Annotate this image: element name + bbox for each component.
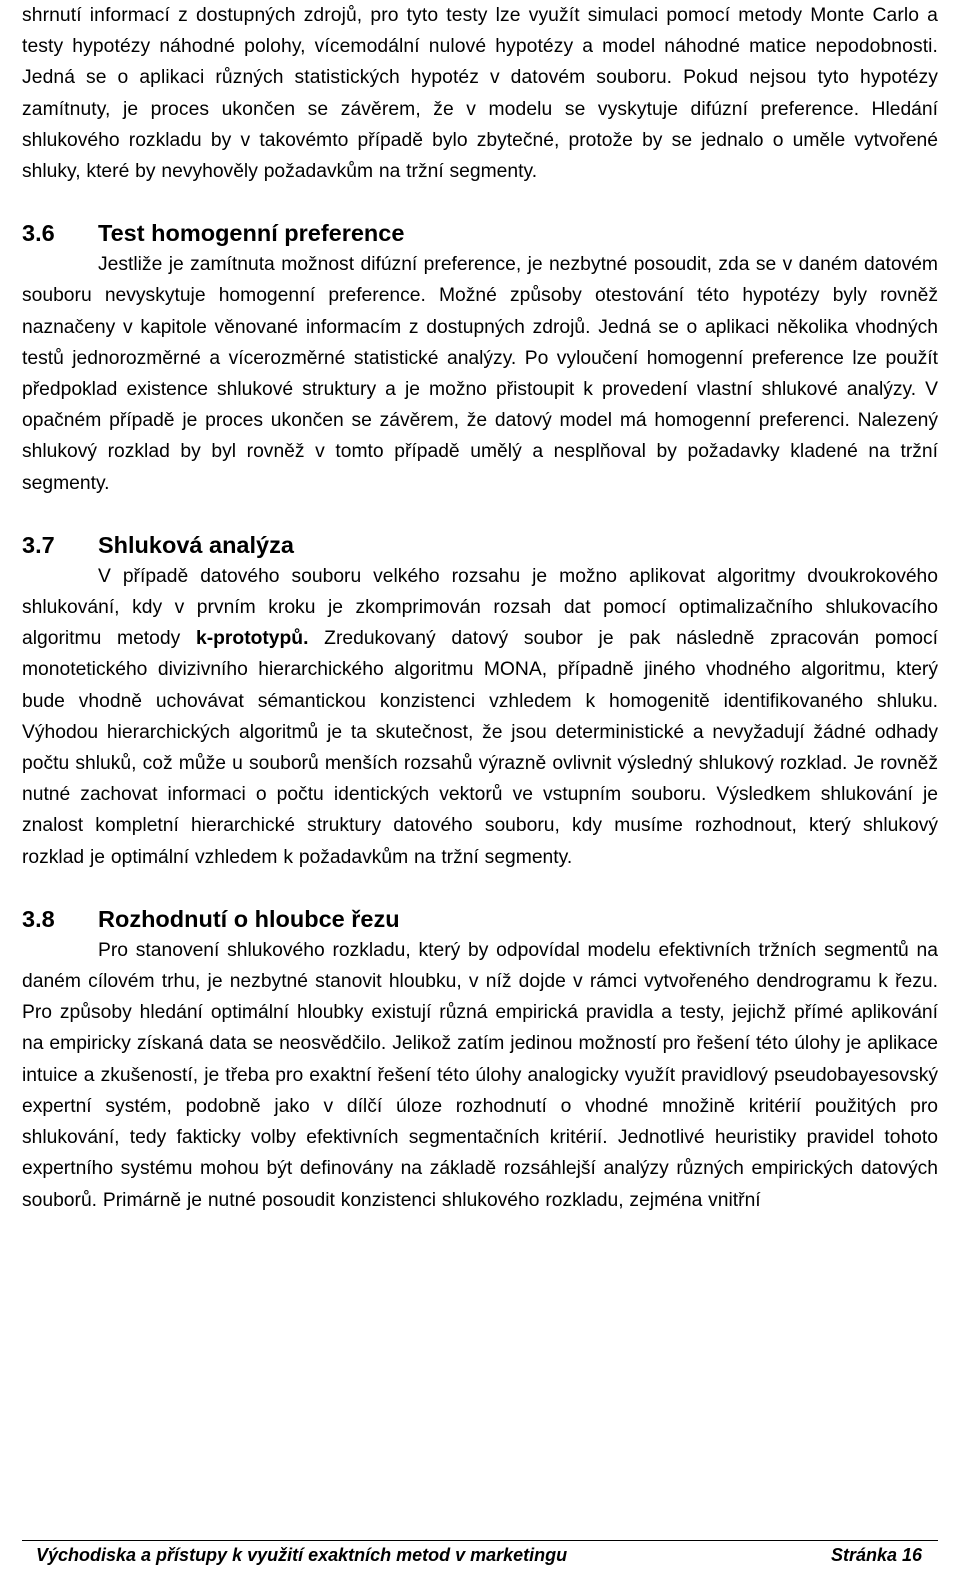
- section-number: 3.8: [22, 905, 55, 932]
- paragraph-text: V případě datového souboru velkého rozsahu je možno aplikovat algoritmy dvoukrokového shlukování, kdy v prvním kroku je zkomprimován rozsah dat pomocí optimalizačního shlukovacího algoritmu metody: [22, 565, 938, 650]
- paragraph-text: Zredukovaný datový soubor je pak následně zpracován pomocí monotetického divizivního hierarchického algoritmu MONA, případně jiného vhodného algoritmu, který bude vhodně uchovávat sémantickou konzistenci vzhledem k homogenitě identifikovaného shluku. Výhodou hierarchických algoritmů je ta skutečnost, že jsou deterministické a nevyžadují žádné odhady počtu shluků, což může u souborů menších rozsahů výrazně ovlivnit výsledný shlukový rozklad. Je rovněž nutné zachovat informaci o počtu identických vektorů ve vstupním souboru. Výsledkem shlukování je znalost kompletní hierarchické struktury datového souboru, kdy musíme rozhodnout, který shlukový rozklad je optimální vzhledem k požadavkům na tržní segmenty.: [22, 628, 938, 868]
- intro-text-b: Hledání shlukového rozkladu by v takovémto případě bylo zbytečné, protože by se jednalo o uměle vytvořené shluky, které by nevyhověly požadavkům na tržní segmenty.: [22, 98, 938, 183]
- document-page: [22, 0, 938, 1216]
- section-heading-3-6: [22, 217, 938, 249]
- intro-text-a: shrnutí informací z dostupných zdrojů, pro tyto testy lze využít simulaci pomocí metody Monte Carlo a testy hypotézy náhodné polohy, vícemodální nulové hypotézy a model náhodné matice nepodobnosti. Jedná se o aplikaci různých statistických hypotéz v datovém souboru. Pokud nejsou tyto hypotézy zamítnuty, je proces ukončen se závěrem, že v modelu se vyskytuje difúzní preference.: [22, 5, 938, 120]
- section-heading-3-7: [22, 529, 938, 561]
- section-paragraph-3-7: [22, 561, 938, 873]
- intro-paragraph: [22, 0, 938, 187]
- section-paragraph-3-6: Jestliže je zamítnuta možnost difúzní preference, je nezbytné posoudit, zda se v daném datovém souboru nevyskytuje homogenní preference. Možné způsoby otestování této hypotézy byly rovněž naznačeny v kapitole věnované informacím z dostupných zdrojů. Jedná se o aplikaci několika vhodných testů jednorozměrné a vícerozměrné statistické analýzy. Po vyloučení homogenní preference lze použít předpoklad existence shlukové struktury a je možno přistoupit k provedení vlastní shlukové analýzy. V opačném případě je proces ukončen se závěrem, že datový model má homogenní preferenci. Nalezený shlukový rozklad by byl rovněž v tomto případě umělý a nesplňoval by požadavky kladené na tržní segmenty.: [22, 254, 938, 494]
- section-heading-3-8: [22, 903, 938, 935]
- section-title: Shluková analýza: [98, 531, 294, 558]
- page-number: Stránka 16: [830, 1545, 922, 1565]
- section-title: Rozhodnutí o hloubce řezu: [98, 905, 400, 932]
- section-number: 3.7: [22, 531, 55, 558]
- footer-title: Východiska a přístupy k využití exaktních metod v marketingu: [36, 1545, 568, 1565]
- section-paragraph-3-8: Pro stanovení shlukového rozkladu, který by odpovídal modelu efektivních tržních segmentů na daném cílovém trhu, je nezbytné stanovit hloubku, v níž dojde v rámci vytvořeného dendrogramu k řezu. Pro způsoby hledání optimální hloubky existují různá empirická pravidla a testy, jejichž přímé aplikování na empiricky získaná data se neosvědčilo. Jelikož zatím jedinou možností pro řešení této úlohy je aplikace intuice a zkušeností, je třeba pro exaktní řešení této úlohy analogicky využít pravidlový pseudobayesovský expertní systém, podobně jako v dílčí úloze rozhodnutí o vhodné množině kritérií použitých pro shlukování, tedy fakticky volby efektivních segmentačních kritérií. Jednotlivé heuristiky pravidel tohoto expertního systému mohou být definovány na základě rozsáhlejší analýzy různých empirických datových souborů. Primárně je nutné posoudit konzistenci shlukového rozkladu, zejména vnitřní: [22, 939, 938, 1211]
- section-title: Test homogenní preference: [98, 220, 405, 247]
- section-number: 3.6: [22, 220, 55, 247]
- page-footer: [22, 1540, 938, 1566]
- bold-term: k-prototypů.: [195, 628, 309, 650]
